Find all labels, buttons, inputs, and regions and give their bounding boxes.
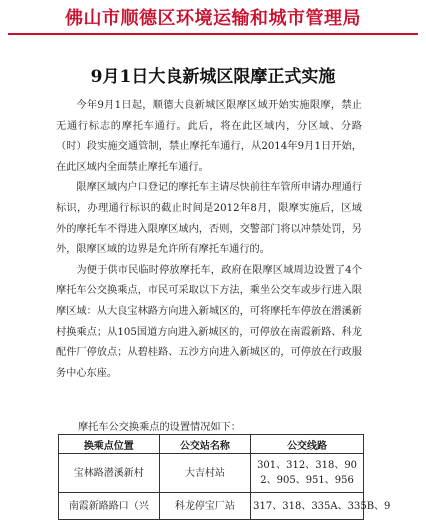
cell-location: 宝林路潜溪新村 bbox=[59, 454, 160, 493]
cell-station: 科龙停宝厂站 bbox=[159, 493, 251, 520]
article-title: 9月1日大良新城区限摩正式实施 bbox=[90, 67, 336, 87]
table-caption: 摩托车公交换乘点的设置情况如下： bbox=[78, 422, 241, 433]
cell-station: 大吉村站 bbox=[159, 454, 251, 493]
article-body bbox=[56, 96, 362, 384]
transfer-points-table bbox=[58, 434, 391, 520]
cell-location: 南霞新路路口（兴 bbox=[59, 493, 160, 520]
header-divider bbox=[8, 33, 418, 35]
site-title: 佛山市顺德区环境运输和城市管理局 bbox=[65, 8, 361, 29]
cell-routes: 301、312、318、902、905、951、956 bbox=[251, 454, 364, 493]
table-header-row bbox=[59, 435, 364, 454]
column-header-routes: 公交线路 bbox=[251, 435, 364, 454]
paragraph: 今年9月1日起，顺德大良新城区限摩区域开始实施限摩，禁止无通行标志的摩托车通行。此后，将在此区域内，分区域、分路（时）段实施交通管制，禁止摩托车通行，从2014年9月1日开始，在此区域内全面禁止摩托车通行。 bbox=[56, 100, 362, 173]
table-row bbox=[59, 493, 364, 520]
table-row bbox=[59, 454, 364, 493]
paragraph: 限摩区域内户口登记的摩托车主请尽快前往车管所申请办理通行标识，办理通行标识的截止时间是2012年8月，限摩实施后，区域外的摩托车不得进入限摩区域内，否则，交警部门将以冲禁处罚，另外，限摩区域的边界是允许所有摩托车通行的。 bbox=[56, 182, 362, 256]
paragraph: 为便于供市民临时停放摩托车，政府在限摩区域周边设置了4个摩托车公交换乘点，市民可采取以下方法，乘坐公交车或步行进入限摩区域：从大良宝林路方向进入新城区的，可将摩托车停放在潜溪新村换乘点；从105国道方向进入新城区的，可停放在南霞新路、科龙配件厂停放点；从碧桂路、五沙方向进入新城区的，可停放在行政服务中心东座。 bbox=[56, 264, 362, 379]
column-header-location: 换乘点位置 bbox=[59, 435, 160, 454]
site-header bbox=[0, 0, 426, 34]
cell-routes: 317、318、335A、335B、9 bbox=[251, 493, 364, 520]
column-header-station: 公交站名称 bbox=[159, 435, 251, 454]
